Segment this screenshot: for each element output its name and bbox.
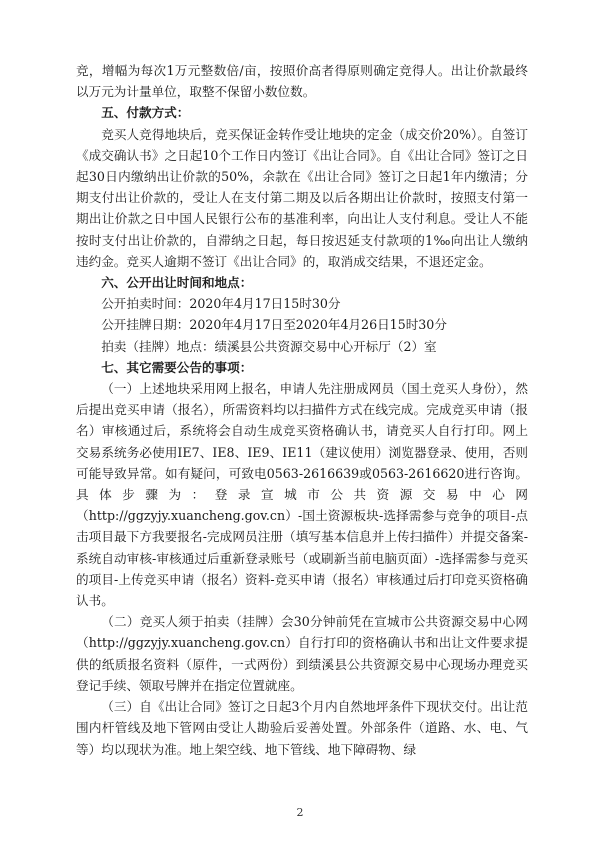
- auction-location-line: 拍卖（挂牌）地点：绩溪县公共资源交易中心开标厅（2）室: [101, 338, 437, 354]
- section-heading-time-place: 六、公开出让时间和地点：: [101, 275, 253, 291]
- listing-date-line: 公开挂牌日期：2020年4月17日至2020年4月26日15时30分: [101, 317, 447, 333]
- document-body: [76, 60, 528, 760]
- paragraph-online-registration: （一）上述地块采用网上报名，申请人先注册成网员（国土竞买人身份），然后提出竞买申请（报名），所需资料均以扫描件方式在线完成。完成竞买申请（报名）审核通过后，系统将会自动生成竞买资格确认书，请竞买人自行打印。网上交易系统务必使用IE7、IE8、IE9、IE11（建议使用）浏览器登录、使用，否则可能导致异常。如有疑问，可致电0563-2616639或0563-2616620进行咨询。具体步骤为：登录宣城市公共资源交易中心网（http://ggzyjy.xuancheng.gov.cn）-国土资源板块-选择需参与竞争的项目-点击项目最下方我要报名-完成网员注册（填写基本信息并上传扫描件）并提交备案-系统自动审核-审核通过后重新登录账号（或刷新当前电脑页面）-选择需参与竞买的项目-上传竞买申请（报名）资料-竞买申请（报名）审核通过后打印竞买资格确认书。: [76, 381, 528, 609]
- section-heading-payment: 五、付款方式：: [101, 105, 190, 121]
- paragraph-onsite-registration: （二）竞买人须于拍卖（挂牌）会30分钟前凭在宣城市公共资源交易中心网（http://ggzyjy.xuancheng.gov.cn）自行打印的资格确认书和出让文件要求提供的纸质报名资料（原件，一式两份）到绩溪县公共资源交易中心现场办理竞买登记手续、领取号牌并在指定位置就座。: [76, 614, 528, 693]
- auction-time-line: 公开拍卖时间：2020年4月17日15时30分: [101, 296, 341, 312]
- section-heading-other-matters: 七、其它需要公告的事项：: [101, 359, 253, 375]
- page-number: 2: [296, 806, 304, 819]
- paragraph-payment-terms: 竞买人竞得地块后，竞买保证金转作受让地块的定金（成交价20%）。自签订《成交确认书》之日起10个工作日内签订《出让合同》。自《出让合同》签订之日起30日内缴纳出让价款的50%，余款在《出让合同》签订之日起1年内缴清；分期支付出让价款的，受让人在支付第二期及以后各期出让价款时，按照支付第一期出让价款之日中国人民银行公布的基准利率，向出让人支付利息。受让人不能按时支付出让价款的，自滞纳之日起，每日按迟延支付款项的1‰向出让人缴纳违约金。竞买人逾期不签订《出让合同》的，取消成交结果，不退还定金。: [76, 126, 528, 269]
- paragraph-bidding-increment: 竞，增幅为每次1万元整数倍/亩，按照价高者得原则确定竞得人。出让价款最终以万元为计量单位，取整不保留小数位数。: [76, 63, 528, 100]
- paragraph-delivery-conditions: （三）自《出让合同》签订之日起3个月内自然地坪条件下现状交付。出让范围内杆管线及地下管网由受让人勘验后妥善处置。外部条件（道路、水、电、气等）均以现状为准。地上架空线、地下管线、地下障碍物、绿: [76, 699, 528, 757]
